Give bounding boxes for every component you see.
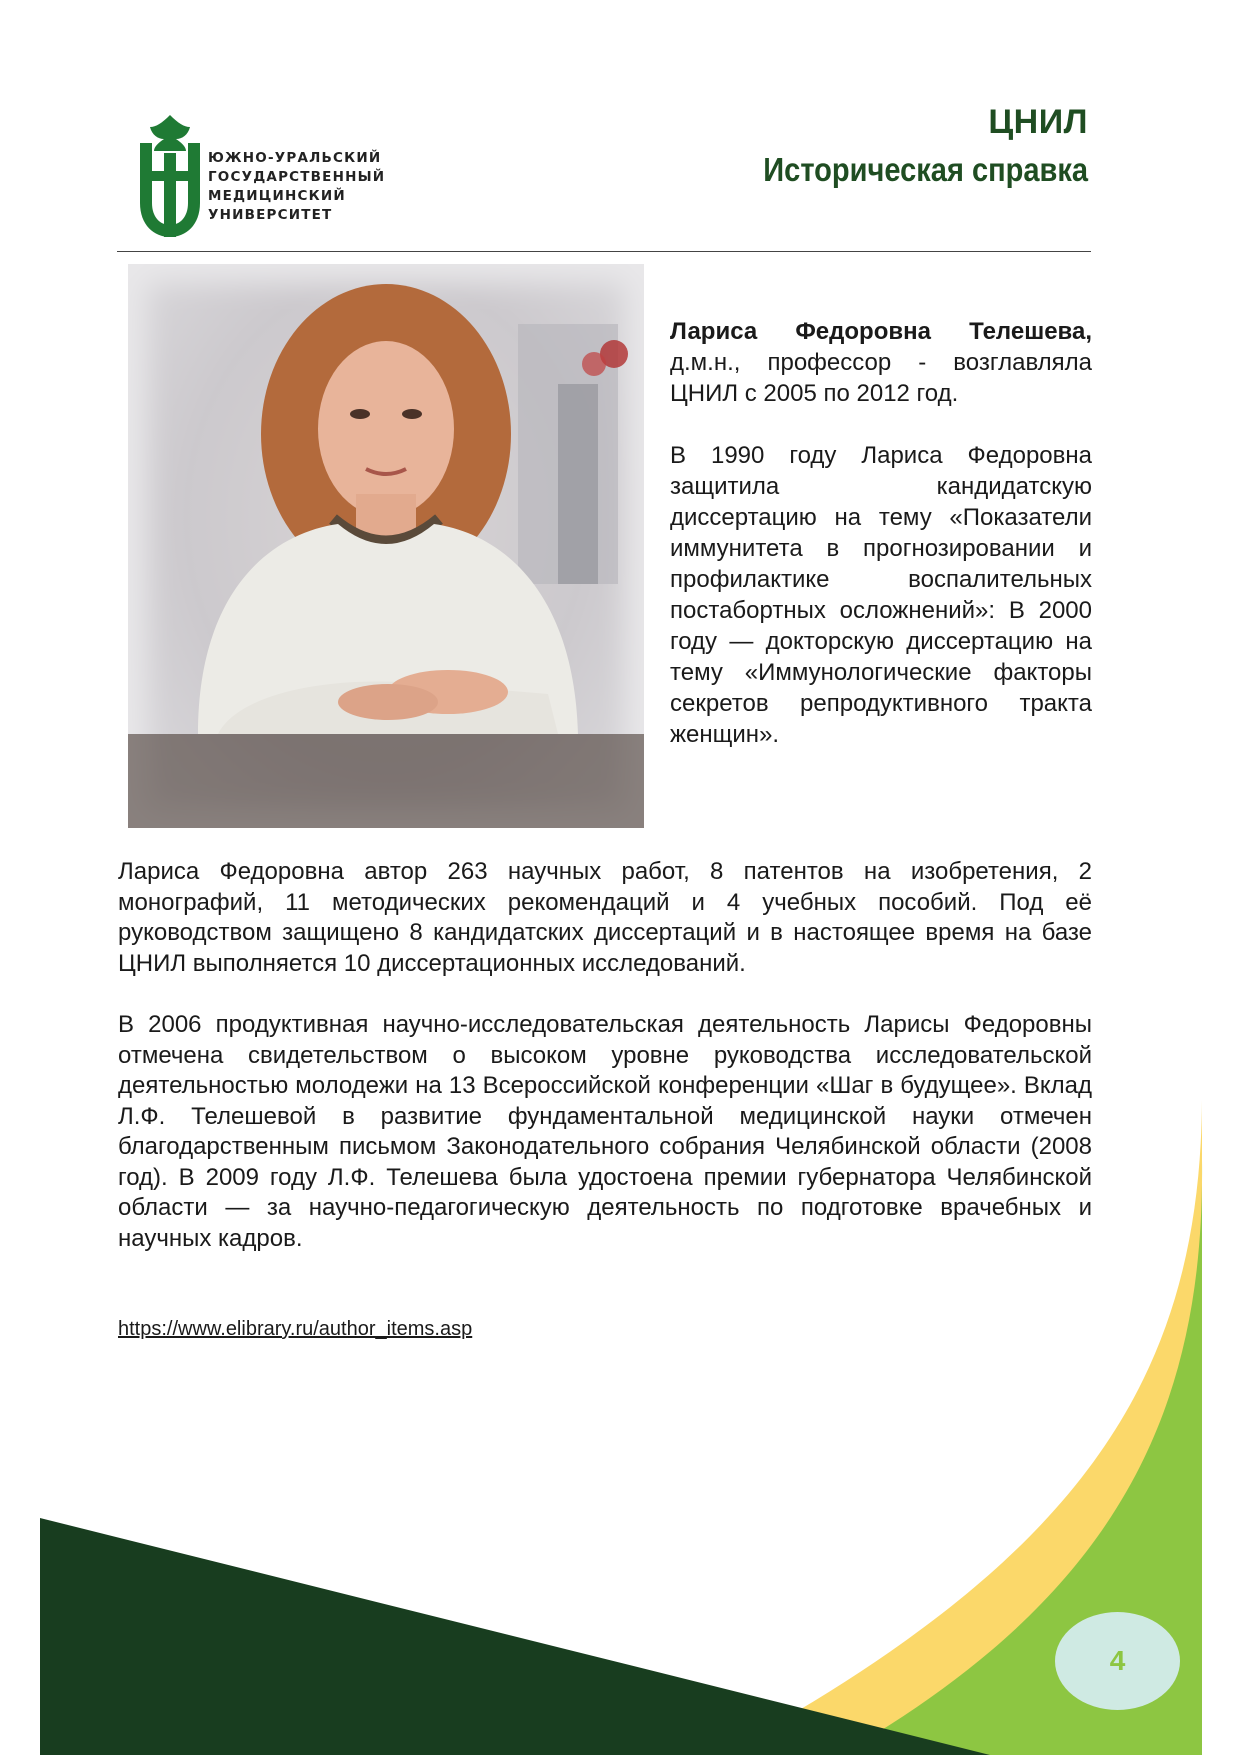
page-subtitle: Историческая справка: [763, 151, 1088, 188]
logo-line-1: ЮЖНО-УРАЛЬСКИЙ: [208, 150, 382, 166]
body-paragraph-2: В 2006 продуктивная научно-исследовательская деятельность Ларисы Федоровны отмечена свидетельством о высоком уровне руководства исследовательской деятельностью молодежи на 13 Всероссийской конференции «Шаг в будущее». Вклад Л.Ф. Телешевой в развитие фундаментальной медицинской науки отмечен благодарственным письмом Законодательного собрания Челябинской области (2008 год). В 2009 году Л.Ф. Телешева была удостоена премии губернатора Челябинской области — за научно-педагогическую деятельность по подготовке врачебных и научных кадров.: [118, 1011, 1092, 1252]
person-role: д.м.н., профессор - возглавляла ЦНИЛ с 2005 по 2012 год.: [670, 349, 1092, 407]
logo-line-2: ГОСУДАРСТВЕННЫЙ: [208, 169, 386, 185]
dissertations-paragraph: В 1990 году Лариса Федоровна защитила кандидатскую диссертацию на тему «Показатели иммунитета в прогнозировании и профилактике воспалительных постабортных осложнений»: В 2000 году — докторскую диссертацию на тему «Иммунологические факторы секретов репродуктивного тракта женщин».: [670, 442, 1092, 748]
page-number-badge: [1055, 1612, 1180, 1710]
page-number: 4: [1109, 1645, 1126, 1676]
page-title: ЦНИЛ: [988, 103, 1088, 141]
logo-line-3: МЕДИЦИНСКИЙ: [208, 188, 346, 204]
person-name: Лариса Федоровна Телешева,: [670, 318, 1092, 345]
elibrary-link[interactable]: https://www.elibrary.ru/author_items.asp: [118, 1318, 473, 1340]
body-paragraph-1: Лариса Федоровна автор 263 научных работ, 8 патентов на изобретения, 2 монографий, 11 методических рекомендаций и 4 учебных пособий. Под её руководством защищено 8 кандидатских диссертаций и в настоящее время на базе ЦНИЛ выполняется 10 диссертационных исследований.: [118, 858, 1092, 977]
logo-line-4: УНИВЕРСИТЕТ: [208, 207, 333, 223]
